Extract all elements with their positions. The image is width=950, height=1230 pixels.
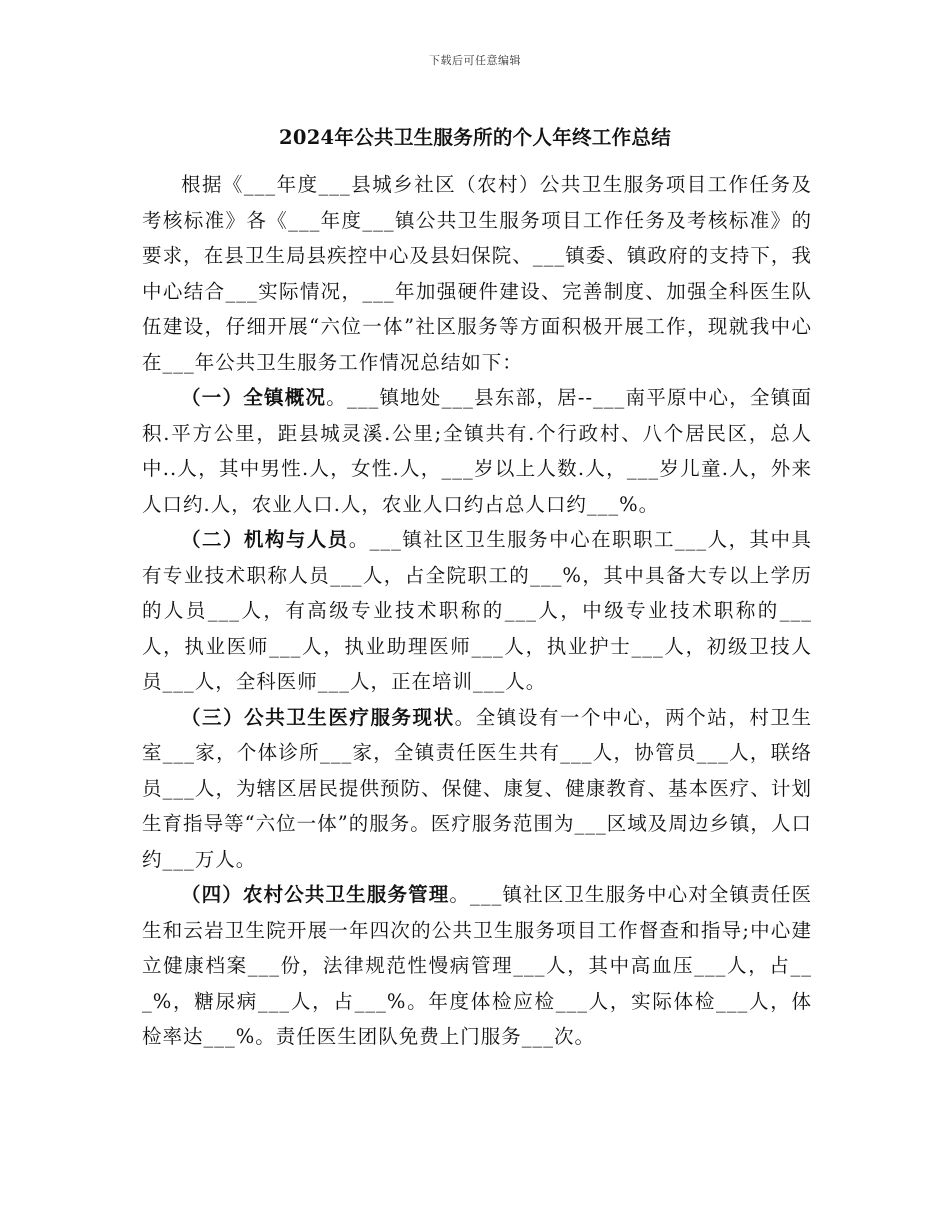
- section-heading: （一）全镇概况: [181, 386, 327, 409]
- section-text: 。___镇社区卫生服务中心在职职工___人，其中具有专业技术职称人员___人，占全院职工的___%，其中具备大专以上学历的人员___人，有高级专业技术职称的___人，中级专业技术职称的___人，执业医师___人，执业助理医师___人，执业护士___人，初级卫技人员___人，全科医师___人，正在培训___人。: [142, 528, 812, 693]
- section-heading: （四）农村公共卫生服务管理: [181, 883, 450, 906]
- section-text: 。全镇设有一个中心，两个站，村卫生室___家，个体诊所___家，全镇责任医生共有___人，协管员___人，联络员___人，为辖区居民提供预防、保健、康复、健康教育、基本医疗、计划生育指导等“六位一体”的服务。医疗服务范围为___区域及周边乡镇，人口约___万人。: [142, 705, 812, 871]
- section-heading: （二）机构与人员: [181, 528, 349, 551]
- section-medical-services: [142, 700, 812, 878]
- section-town-overview: [142, 380, 812, 522]
- section-rural-management: [142, 877, 812, 1055]
- section-staff: [142, 522, 812, 700]
- section-text: 。___镇社区卫生服务中心对全镇责任医生和云岩卫生院开展一年四次的公共卫生服务项目工作督查和指导;中心建立健康档案___份，法律规范性慢病管理___人，其中高血压___人，占___%，糖尿病___人，占___%。年度体检应检___人，实际体检___人，体检率达___%。责任医生团队免费上门服务___次。: [142, 883, 812, 1048]
- intro-paragraph: [142, 167, 812, 380]
- section-heading: （三）公共卫生医疗服务现状: [181, 705, 455, 729]
- document-body: [142, 167, 812, 1055]
- header-note: 下载后可任意编辑: [429, 54, 521, 67]
- paragraph-text: 根据《___年度___县城乡社区（农村）公共卫生服务项目工作任务及考核标准》各《___年度___镇公共卫生服务项目工作任务及考核标准》的要求，在县卫生局县疾控中心及县妇保院、___镇委、镇政府的支持下，我中心结合___实际情况，___年加强硬件建设、完善制度、加强全科医生队伍建设，仔细开展“六位一体”社区服务等方面积极开展工作，现就我中心在___年公共卫生服务工作情况总结如下：: [142, 173, 812, 374]
- document-title: 2024年公共卫生服务所的个人年终工作总结: [278, 126, 672, 149]
- section-text: 。___镇地处___县东部，居--___南平原中心，全镇面积.平方公里，距县城灵溪.公里;全镇共有.个行政村、八个居民区，总人中..人，其中男性.人，女性.人，___岁以上人数.人，___岁儿童.人，外来人口约.人，农业人口.人，农业人口约占总人口约___%。: [142, 386, 812, 516]
